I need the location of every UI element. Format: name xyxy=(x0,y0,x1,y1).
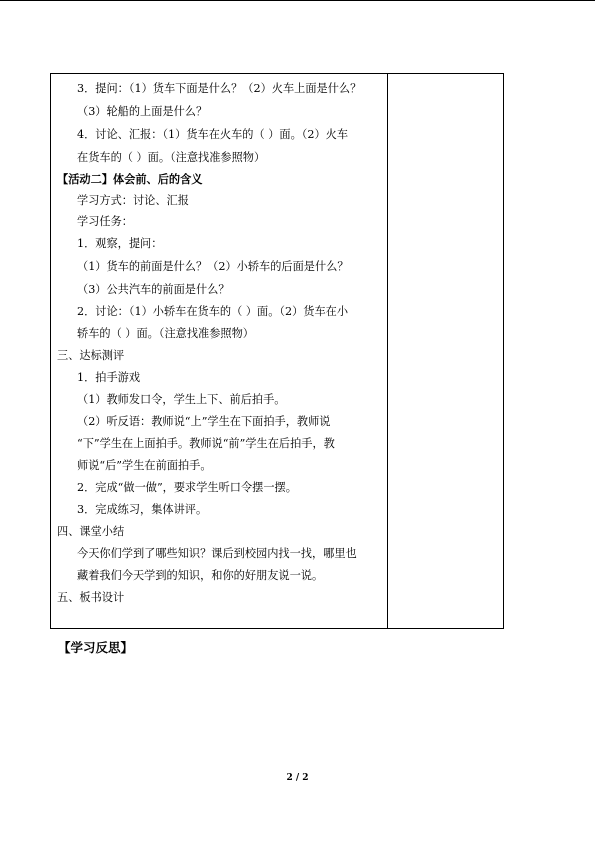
text-line: “下”学生在上面拍手。教师说“前”学生在后拍手，教 xyxy=(77,437,335,450)
text-line: 师说“后”学生在前面拍手。 xyxy=(77,459,212,472)
section-heading-assessment: 三、达标测评 xyxy=(57,349,125,362)
section-heading-board-design: 五、板书设计 xyxy=(57,591,125,604)
reflection-heading: 【学习反思】 xyxy=(58,640,134,655)
lesson-table xyxy=(50,73,504,629)
text-line: 2．完成“做一做”，要求学生听口令摆一摆。 xyxy=(77,481,297,494)
text-line: （1）货车的前面是什么？（2）小轿车的后面是什么？ xyxy=(77,260,349,273)
header-rule xyxy=(0,0,595,1)
text-line: 今天你们学到了哪些知识？课后到校园内找一找，哪里也 xyxy=(77,547,357,560)
text-line: 2．讨论：（1）小轿车在货车的（ ）面。（2）货车在小 xyxy=(77,305,349,318)
text-line: 4．讨论、汇报：（1）货车在火车的（ ）面。（2）火车 xyxy=(77,128,349,141)
text-line: 藏着我们今天学到的知识，和你的好朋友说一说。 xyxy=(77,569,324,582)
text-line: （3）公共汽车的前面是什么？ xyxy=(77,283,230,296)
text-line: 3．完成练习，集体讲评。 xyxy=(77,503,208,516)
text-line: 1．拍手游戏 xyxy=(77,371,141,384)
text-line: （2）听反语：教师说“上”学生在下面拍手，教师说 xyxy=(77,415,331,428)
section-heading-summary: 四、课堂小结 xyxy=(57,525,125,538)
text-line: 3．提问：（1）货车下面是什么？（2）火车上面是什么？ xyxy=(77,82,362,95)
text-line: 1．观察，提问： xyxy=(77,237,163,250)
text-line: 在货车的（ ）面。（注意找准参照物） xyxy=(77,151,266,164)
page-number: 2 / 2 xyxy=(286,773,309,783)
text-line: （1）教师发口令，学生上下、前后拍手。 xyxy=(77,393,286,406)
section-heading-activity-two: 【活动二】体会前、后的含义 xyxy=(57,173,203,186)
text-line: （3）轮船的上面是什么？ xyxy=(77,105,208,118)
text-line: 学习方式：讨论、汇报 xyxy=(77,194,189,207)
text-line: 轿车的（ ）面。（注意找准参照物） xyxy=(77,327,254,340)
column-divider xyxy=(387,74,388,628)
text-line: 学习任务： xyxy=(77,215,133,228)
